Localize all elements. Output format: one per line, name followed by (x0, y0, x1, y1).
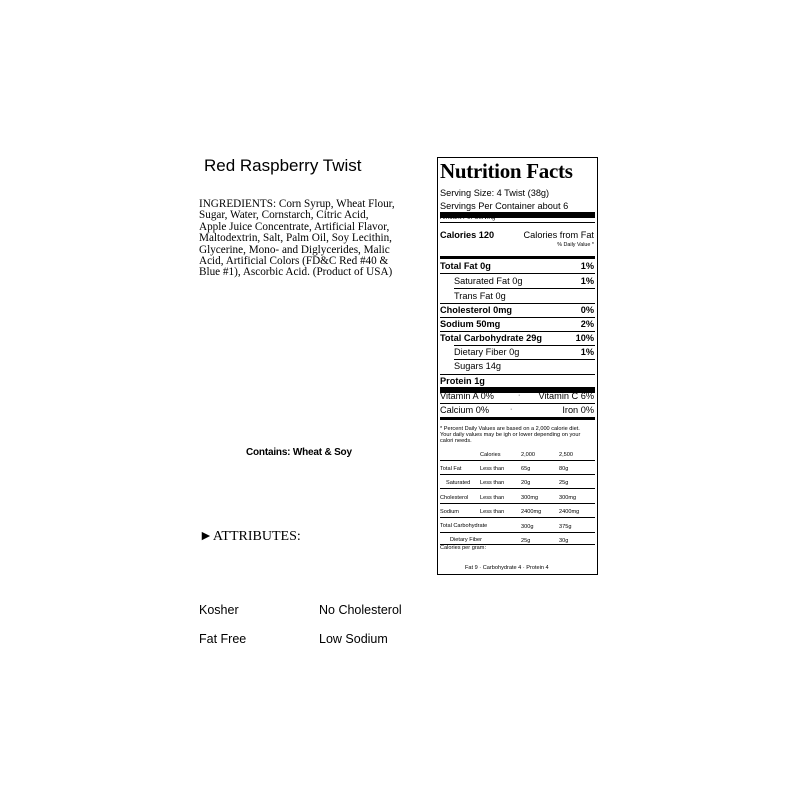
divider (440, 532, 595, 533)
footnote-row-comparison: Less than (480, 509, 505, 515)
divider (454, 359, 595, 360)
attribute-no-cholesterol: No Cholesterol (319, 603, 402, 617)
footnote-row-2000: 65g (521, 466, 531, 472)
nutrient-trans-fat: Trans Fat 0g (454, 291, 506, 301)
footnote-row-2000: 300mg (521, 495, 539, 501)
divider (440, 488, 595, 489)
attribute-fat-free: Fat Free (199, 632, 247, 646)
divider (440, 273, 595, 274)
daily-values-footnote: * Percent Daily Values are based on a 2,000 calorie diet. Your daily values may be igh or lower depending on your calori needs. (440, 426, 581, 445)
nutrient-total-carbohydrate-dv: 10% (575, 333, 594, 343)
footnote-row-2500: 80g (559, 466, 569, 472)
allergen-statement: Contains: Wheat & Soy (246, 447, 352, 458)
divider (454, 345, 595, 346)
footnote-row-comparison: Less than (480, 495, 505, 501)
footnote-header-label: Calories (480, 452, 501, 458)
nutrient-sodium: Sodium 50mg (440, 319, 501, 329)
ingredients-text: INGREDIENTS: Corn Syrup, Wheat Flour, Sugar, Water, Cornstarch, Citric Acid, Apple Juice Concentrate, Artificial Flavor, Maltodextrin, Salt, Palm Oil, Soy Lecithin, Glycerine, Mono- and Diglycerides, Malic Acid, Artificial Colors (FD&C Red #40 & Blue #1), Ascorbic Acid. (Product of USA) (199, 198, 395, 279)
footnote-row-2500: 30g (559, 538, 569, 544)
footnote-row-comparison: Less than (480, 480, 505, 486)
divider (440, 317, 595, 318)
nutrition-facts-panel (437, 157, 598, 575)
nutrient-sodium-dv: 2% (580, 319, 594, 329)
nutrient-dietary-fiber-dv: 1% (580, 347, 594, 357)
footnote-row-2000: 2400mg (521, 509, 542, 515)
servings-per-container: Servings Per Container about 6 (440, 201, 569, 211)
serving-size: Serving Size: 4 Twist (38g) (440, 188, 550, 198)
divider (440, 503, 595, 504)
footnote-row-label: Cholesterol (440, 495, 469, 501)
divider (440, 517, 595, 518)
attribute-low-sodium: Low Sodium (319, 632, 388, 646)
nutrient-cholesterol-dv: 0% (580, 305, 594, 315)
bullet-separator: · (510, 406, 513, 413)
calories-per-gram-label: Calories per gram: (440, 545, 487, 551)
nutrient-total-fat-dv: 1% (580, 261, 594, 271)
footnote-row-2000: 20g (521, 480, 531, 486)
nutrient-saturated-fat-dv: 1% (580, 276, 594, 286)
footnote-row-label: Saturated (446, 480, 471, 486)
divider-medium (440, 417, 595, 420)
divider (440, 331, 595, 332)
footnote-header-2000: 2,000 (521, 452, 535, 458)
divider (440, 374, 595, 375)
product-title: Red Raspberry Twist (204, 156, 362, 175)
nutrient-saturated-fat: Saturated Fat 0g (454, 276, 523, 286)
calories: Calories 120 (440, 230, 495, 240)
iron: Iron 0% (562, 405, 594, 415)
divider (440, 460, 595, 461)
footnote-row-2500: 375g (559, 524, 572, 530)
footnote-header-2500: 2,500 (559, 452, 573, 458)
nutrient-total-fat: Total Fat 0g (440, 261, 491, 271)
nutrient-total-carbohydrate: Total Carbohydrate 29g (440, 333, 542, 343)
footnote-row-label: Total Fat (440, 466, 462, 472)
vitamin-c: Vitamin C 6% (538, 391, 594, 401)
divider (440, 474, 595, 475)
daily-value-header: % Daily Value * (557, 242, 594, 248)
divider (440, 403, 595, 404)
footnote-row-2000: 25g (521, 538, 531, 544)
footnote-row-2500: 2400mg (559, 509, 580, 515)
footnote-row-label: Sodium (440, 509, 459, 515)
nutrient-sugars: Sugars 14g (454, 361, 501, 371)
footnote-row-2000: 300g (521, 524, 534, 530)
calories-from-fat: Calories from Fat (523, 230, 594, 240)
divider (440, 303, 595, 304)
calories-per-gram-values: Fat 9 · Carbohydrate 4 · Protein 4 (465, 565, 549, 571)
divider (440, 222, 595, 223)
nutrient-protein: Protein 1g (440, 376, 485, 386)
divider-medium (440, 256, 595, 259)
bullet-separator: · (518, 392, 521, 399)
attribute-kosher: Kosher (199, 603, 239, 617)
footnote-row-label: Dietary Fiber (450, 537, 483, 543)
attributes-heading: ►ATTRIBUTES: (199, 529, 301, 544)
nutrient-dietary-fiber: Dietary Fiber 0g (454, 347, 520, 357)
footnote-row-2500: 300mg (559, 495, 577, 501)
amount-per-serving: Amount Per Serving (440, 214, 496, 221)
footnote-row-comparison: Less than (480, 466, 505, 472)
divider (454, 288, 595, 289)
vitamin-a: Vitamin A 0% (440, 391, 494, 401)
nutrition-facts-heading: Nutrition Facts (440, 159, 573, 183)
calcium: Calcium 0% (440, 405, 490, 415)
footnote-row-label: Total Carbohydrate (440, 523, 488, 529)
footnote-row-2500: 25g (559, 480, 569, 486)
nutrient-cholesterol: Cholesterol 0mg (440, 305, 512, 315)
